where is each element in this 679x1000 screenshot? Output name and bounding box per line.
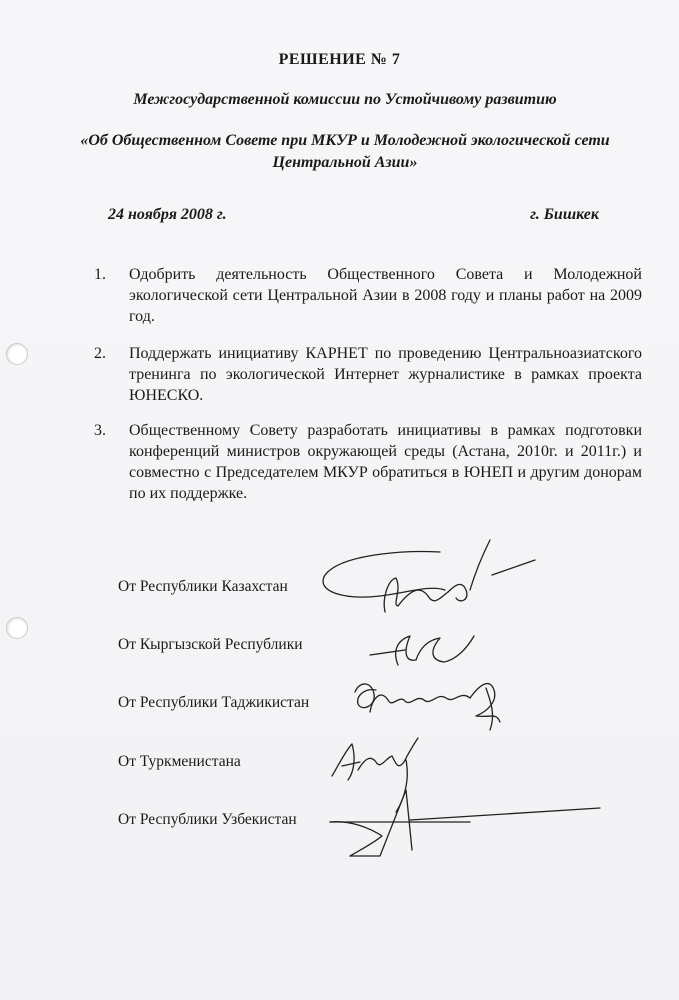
- document-title: РЕШЕНИЕ № 7: [278, 51, 401, 68]
- item-text: Общественному Совету разработать инициативы в рамках подготовки конференций министров окружающей среды (Астана, 2010г. и 2011г.) и совместно с Председателем МКУР обратиться в ЮНЕП и другим донорам по их поддержке.: [129, 422, 642, 502]
- item-number: 3.: [94, 422, 106, 439]
- item-number: 2.: [94, 345, 106, 362]
- signature-kyrgyzstan: [370, 636, 474, 665]
- document-date: 24 ноября 2008 г.: [108, 206, 227, 223]
- document-topic: «Об Общественном Совете при МКУР и Молодежной экологической сети Центральной Азии»: [80, 132, 610, 171]
- signatory-kazakhstan: От Республики Казахстан: [118, 578, 288, 595]
- item-number: 1.: [94, 266, 106, 283]
- signature-turkmenistan: [332, 738, 418, 812]
- signature-uzbekistan: [330, 790, 600, 856]
- signature-tajikistan: [355, 684, 500, 730]
- signature-kazakhstan: [323, 540, 535, 612]
- signatory-turkmenistan: От Туркменистана: [118, 753, 241, 770]
- document-city: г. Бишкек: [530, 206, 599, 223]
- signatory-uzbekistan: От Республики Узбекистан: [118, 811, 297, 828]
- signatory-tajikistan: От Республики Таджикистан: [118, 694, 310, 711]
- item-text: Поддержать инициативу КАРНЕТ по проведению Центральноазиатского тренинга по экологической Интернет журналистике в рамках проекта ЮНЕСКО.: [129, 345, 642, 404]
- signatory-kyrgyzstan: От Кыргызской Республики: [118, 636, 303, 653]
- document-subtitle: Межгосударственной комиссии по Устойчивому развитию: [133, 91, 557, 108]
- item-text: Одобрить деятельность Общественного Совета и Молодежной экологической сети Центральной Азии в 2008 году и планы работ на 2009 год.: [129, 266, 642, 325]
